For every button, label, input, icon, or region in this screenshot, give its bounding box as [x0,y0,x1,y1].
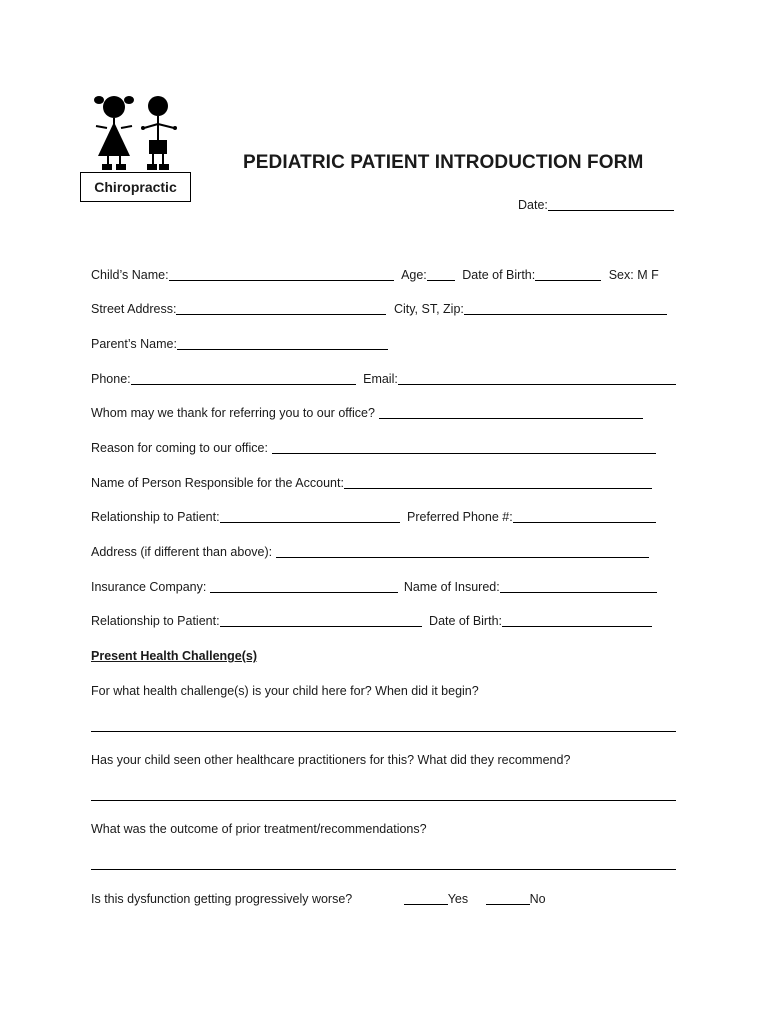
city-st-zip-label: City, ST, Zip: [393,302,464,316]
email-field[interactable] [398,371,676,385]
phone-field[interactable] [131,371,356,385]
sex-label[interactable]: Sex: M F [608,268,659,282]
insured-relationship-field[interactable] [220,613,422,627]
reason-row [91,439,656,457]
responsible-label: Name of Person Responsible for the Account: [91,476,344,490]
question-2: Has your child seen other healthcare practitioners for this? What did they recommend? [91,753,571,767]
insured-relationship-row [91,612,652,630]
insurance-company-label: Insurance Company: [91,580,207,594]
no-label: No [529,892,546,906]
child-info-row [91,266,659,284]
referral-label: Whom may we thank for referring you to our office? [91,406,375,420]
relationship-field[interactable] [220,509,400,523]
responsible-field[interactable] [344,475,652,489]
address-row [91,300,667,318]
question-4: Is this dysfunction getting progressively worse? [91,892,353,906]
street-address-label: Street Address: [91,302,177,316]
childs-name-label: Child’s Name: [91,268,169,282]
date-field[interactable] [548,197,674,211]
preferred-phone-field[interactable] [513,509,656,523]
responsible-row [91,474,652,492]
alt-address-field[interactable] [276,544,649,558]
insurance-company-field[interactable] [210,579,398,593]
answer-2-line[interactable] [91,800,676,801]
chiropractic-logo [80,90,194,206]
parents-name-field[interactable] [177,336,388,350]
alt-address-label: Address (if different than above): [91,545,273,559]
insured-name-label: Name of Insured: [403,580,500,594]
referral-field[interactable] [379,405,643,419]
yes-field[interactable] [404,891,448,905]
street-address-field[interactable] [176,301,386,315]
question-1: For what health challenge(s) is your child here for? When did it begin? [91,684,479,698]
form-title: PEDIATRIC PATIENT INTRODUCTION FORM [243,152,644,173]
reason-field[interactable] [272,440,656,454]
question-4-row [91,890,546,908]
dob-field[interactable] [535,267,601,281]
insured-relationship-label: Relationship to Patient: [91,614,220,628]
relationship-label: Relationship to Patient: [91,510,220,524]
section-heading: Present Health Challenge(s) [91,649,258,663]
children-figures-icon [90,90,180,172]
parents-name-label: Parent’s Name: [91,337,177,351]
city-st-zip-field[interactable] [464,301,667,315]
insured-dob-label: Date of Birth: [429,614,502,628]
question-3: What was the outcome of prior treatment/recommendations? [91,822,427,836]
date-row [518,196,674,214]
answer-1-line[interactable] [91,731,676,732]
age-label: Age: [401,268,427,282]
reason-label: Reason for coming to our office: [91,441,268,455]
insured-dob-field[interactable] [502,613,652,627]
date-label: Date: [518,198,548,212]
contact-row [91,370,676,388]
answer-3-line[interactable] [91,869,676,870]
yes-label: Yes [447,892,469,906]
age-field[interactable] [427,267,455,281]
phone-label: Phone: [91,372,131,386]
no-field[interactable] [486,891,530,905]
dob-label: Date of Birth: [462,268,536,282]
logo-label: Chiropractic [80,172,191,202]
alt-address-row [91,543,649,561]
parent-row [91,335,388,353]
referral-row [91,404,643,422]
insured-name-field[interactable] [500,579,657,593]
relationship-row [91,508,656,526]
email-label: Email: [363,372,398,386]
preferred-phone-label: Preferred Phone #: [407,510,513,524]
insurance-row [91,578,657,596]
childs-name-field[interactable] [169,267,394,281]
